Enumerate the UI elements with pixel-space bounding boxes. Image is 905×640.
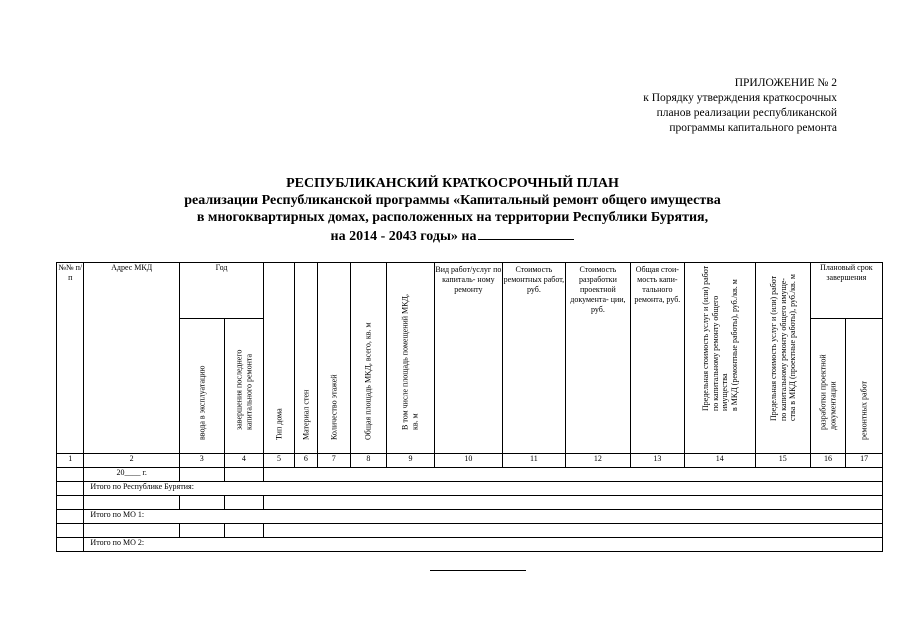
header-max-cost-repair bbox=[684, 263, 755, 454]
header-total-area bbox=[350, 263, 387, 454]
cell bbox=[84, 524, 179, 538]
cell bbox=[57, 468, 84, 482]
col-number: 3 bbox=[179, 454, 224, 468]
cell bbox=[57, 482, 84, 496]
cell bbox=[57, 524, 84, 538]
header-deadline: Плановый срок завершения bbox=[810, 263, 882, 319]
header-year-commission-text: ввода в эксплуатацию bbox=[197, 364, 206, 440]
header-total-area-text: Общая площадь МКД, всего, кв. м bbox=[363, 321, 373, 440]
title-line: реализации Республиканской программы «Капитальный ремонт общего имущества bbox=[184, 193, 721, 208]
header-year: Год bbox=[179, 263, 263, 319]
header-year-last-repair bbox=[224, 319, 264, 454]
total-mo1-label: Итого по МО 1: bbox=[84, 510, 883, 524]
header-deadline-works-text: ремонтных работ bbox=[859, 380, 869, 440]
total-mo2-row bbox=[57, 538, 883, 552]
appendix-subtitle-line: планов реализации республиканской bbox=[656, 107, 837, 119]
cell bbox=[224, 496, 264, 510]
col-number: 9 bbox=[387, 454, 435, 468]
col-number: 16 bbox=[810, 454, 846, 468]
header-premises-area-line: В том числе площадь помещений МКД, bbox=[400, 294, 410, 430]
cell bbox=[179, 524, 224, 538]
total-republic-label: Итого по Республике Бурятия: bbox=[84, 482, 883, 496]
header-repair-cost: Стоимость ремонтных работ, руб. bbox=[502, 263, 565, 454]
footer-separator bbox=[430, 570, 526, 571]
cell bbox=[224, 524, 264, 538]
column-numbers-row bbox=[57, 454, 883, 468]
header-wall-material-text: Материал стен bbox=[301, 389, 311, 440]
header-premises-area-text bbox=[401, 294, 420, 430]
header-max-cost-repair-line: в МКД (ремонтные работы), руб./кв. м bbox=[729, 279, 739, 411]
header-max-cost-repair-line: по капитальному ремонту общего bbox=[710, 295, 720, 411]
document-title bbox=[0, 175, 905, 245]
header-max-cost-repair-line: имущества bbox=[719, 373, 729, 411]
cell bbox=[224, 468, 264, 482]
table-row bbox=[57, 524, 883, 538]
col-number: 11 bbox=[502, 454, 565, 468]
header-max-cost-design-line: ства в МКД (проектные работы), руб./кв. м bbox=[787, 273, 797, 421]
total-mo1-row bbox=[57, 510, 883, 524]
cell bbox=[179, 496, 224, 510]
header-max-cost-design-text bbox=[769, 274, 798, 421]
header-deadline-design-line: документации bbox=[827, 381, 837, 430]
header-row bbox=[57, 263, 883, 319]
header-house-type-text: Тип дома bbox=[274, 407, 284, 440]
cell bbox=[264, 524, 883, 538]
header-premises-area bbox=[387, 263, 435, 454]
title-line-text: на 2014 - 2043 годы» на bbox=[330, 229, 477, 244]
appendix-header bbox=[537, 76, 837, 136]
header-max-cost-design-line: по капитальному ремонту общего имуще- bbox=[778, 277, 788, 421]
col-number: 2 bbox=[84, 454, 179, 468]
col-number: 8 bbox=[350, 454, 387, 468]
header-max-cost-design bbox=[755, 263, 810, 454]
plan-table bbox=[56, 262, 883, 552]
header-floors-text: Количество этажей bbox=[329, 374, 339, 440]
header-max-cost-design-line: Предельная стоимость услуг и (или) работ bbox=[768, 275, 778, 421]
col-number: 7 bbox=[318, 454, 351, 468]
appendix-subtitle-line: программы капитального ремонта bbox=[669, 122, 837, 134]
header-year-last-repair-line: завершения последнего bbox=[234, 349, 244, 430]
col-number: 14 bbox=[684, 454, 755, 468]
year-cell: 20____ г. bbox=[84, 468, 179, 482]
cell bbox=[264, 496, 883, 510]
cell bbox=[57, 538, 84, 552]
appendix-number: ПРИЛОЖЕНИЕ № 2 bbox=[734, 77, 837, 89]
header-house-type bbox=[264, 263, 294, 454]
header-deadline-works bbox=[846, 319, 883, 454]
header-floors bbox=[318, 263, 351, 454]
header-deadline-design-line: разработки проектной bbox=[818, 354, 828, 430]
cell bbox=[179, 468, 224, 482]
col-number: 12 bbox=[565, 454, 630, 468]
header-year-last-repair-text bbox=[234, 350, 253, 430]
total-mo2-label: Итого по МО 2: bbox=[84, 538, 883, 552]
table-row bbox=[57, 496, 883, 510]
title-main: РЕСПУБЛИКАНСКИЙ КРАТКОСРОЧНЫЙ ПЛАН bbox=[286, 176, 619, 191]
header-wall-material bbox=[294, 263, 317, 454]
col-number: 4 bbox=[224, 454, 264, 468]
header-year-commission bbox=[179, 319, 224, 454]
cell bbox=[264, 468, 883, 482]
header-total-cost: Общая стои- мость капи- тального ремонта, руб. bbox=[630, 263, 684, 454]
col-number: 13 bbox=[630, 454, 684, 468]
title-line bbox=[0, 226, 905, 245]
header-work-type: Вид работ/услуг по капиталь- ному ремонту bbox=[434, 263, 502, 454]
header-max-cost-repair-line: Предельная стоимость услуг и (или) работ bbox=[700, 265, 710, 411]
header-deadline-design-text bbox=[818, 354, 837, 430]
col-number: 5 bbox=[264, 454, 294, 468]
header-year-last-repair-line: капитального ремонта bbox=[243, 353, 253, 430]
header-premises-area-line: кв. м bbox=[410, 413, 420, 430]
cell bbox=[57, 496, 84, 510]
col-number: 1 bbox=[57, 454, 84, 468]
cell bbox=[84, 496, 179, 510]
col-number: 15 bbox=[755, 454, 810, 468]
header-max-cost-repair-text bbox=[701, 266, 739, 411]
col-number: 10 bbox=[434, 454, 502, 468]
header-num: №№ п/п bbox=[57, 263, 84, 454]
date-blank bbox=[478, 226, 574, 240]
header-design-cost: Стоимость разработки проектной документа- ции, руб. bbox=[565, 263, 630, 454]
cell bbox=[57, 510, 84, 524]
header-address: Адрес МКД bbox=[84, 263, 179, 454]
col-number: 17 bbox=[846, 454, 883, 468]
appendix-subtitle-line: к Порядку утверждения краткосрочных bbox=[643, 92, 837, 104]
year-row bbox=[57, 468, 883, 482]
header-deadline-design bbox=[810, 319, 846, 454]
total-republic-row bbox=[57, 482, 883, 496]
title-line: в многоквартирных домах, расположенных на территории Республики Бурятия, bbox=[196, 210, 709, 225]
col-number: 6 bbox=[294, 454, 317, 468]
